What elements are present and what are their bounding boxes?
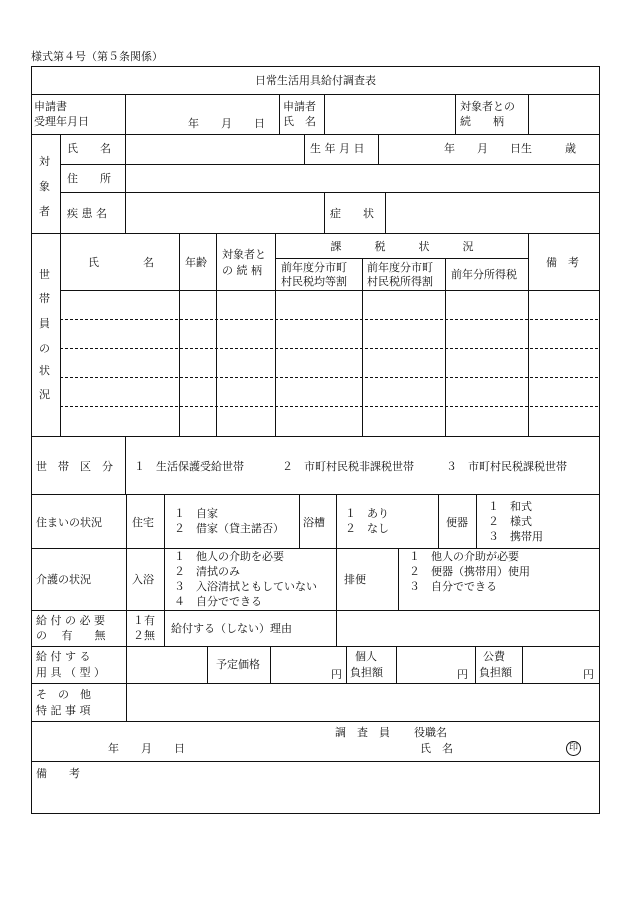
personal-share-yen: 円 [457, 668, 468, 681]
housing-label: 住まいの状況 [36, 516, 102, 529]
remarks-label: 備 考 [36, 767, 80, 780]
receipt-label-1: 申請書 [34, 100, 67, 113]
bathing-option-3[interactable]: ３ 入浴清拭ともしていない [174, 580, 317, 593]
toilet-option-2[interactable]: ２ 様式 [488, 515, 532, 528]
excretion-option-2[interactable]: ２ 便器（携帯用）使用 [409, 565, 530, 578]
care-label: 介護の状況 [36, 573, 91, 586]
equipment-label-2: 用 具 （ 型 ） [36, 666, 105, 679]
birth-date-label: 生 年 月 日 [310, 142, 365, 155]
bathing-option-1[interactable]: １ 他人の介助を必要 [174, 550, 284, 563]
bathing-option-4[interactable]: ４ 自分でできる [174, 595, 262, 608]
personal-share-label-1: 個人 [355, 650, 377, 663]
toilet-option-1[interactable]: １ 和式 [488, 500, 532, 513]
household-col-tax-2b: 村民税所得割 [367, 275, 433, 288]
household-col-remarks: 備 考 [546, 256, 579, 269]
household-col-relation-2: の 続 柄 [222, 264, 262, 277]
bathing-option-2[interactable]: ２ 清拭のみ [174, 565, 240, 578]
household-section-label-3: 員 [39, 317, 50, 330]
personal-share-label-2: 負担額 [350, 666, 383, 679]
household-section-label-1: 世 [39, 268, 50, 281]
bath-option-2[interactable]: ２ なし [345, 522, 389, 535]
other-label-2: 特 記 事 項 [36, 704, 91, 717]
household-section-label-2: 帯 [39, 292, 50, 305]
necessity-reason-label: 給付する（しない）理由 [171, 622, 292, 635]
address-label: 住 所 [67, 172, 111, 185]
house-label: 住宅 [132, 516, 154, 529]
subject-section-label-1: 対 [39, 155, 50, 168]
page-title: 日常生活用具給付調査表 [255, 74, 376, 87]
investigator-name-label: 氏 名 [420, 742, 453, 755]
household-col-tax-2a: 前年度分市町 [367, 261, 433, 274]
excretion-label: 排便 [344, 573, 366, 586]
toilet-option-3[interactable]: ３ 携帯用 [488, 530, 543, 543]
equipment-label-1: 給 付 す る [36, 650, 91, 663]
toilet-label: 便器 [446, 516, 468, 529]
household-class-label: 世 帯 区 分 [36, 460, 113, 473]
household-class-option-2[interactable]: ２ 市町村民税非課税世帯 [282, 460, 414, 473]
household-col-name: 氏 名 [88, 256, 154, 269]
public-share-label-2: 負担額 [479, 666, 512, 679]
household-section-label-6: 況 [39, 388, 50, 401]
applicant-label-1: 申請者 [283, 100, 316, 113]
household-class-option-3[interactable]: ３ 市町村民税課税世帯 [446, 460, 567, 473]
household-section-label-5: 状 [39, 364, 50, 377]
necessity-option-no[interactable]: ２無 [133, 629, 155, 642]
bath-label: 浴槽 [303, 516, 325, 529]
household-col-tax-3: 前年分所得税 [451, 268, 517, 281]
bath-option-1[interactable]: １ あり [345, 507, 389, 520]
necessity-label-2: の 有 無 [36, 629, 106, 642]
household-col-tax-status: 課 税 状 況 [330, 240, 474, 253]
position-label: 役職名 [414, 726, 447, 739]
public-share-label-1: 公費 [483, 650, 505, 663]
household-col-relation-1: 対象者と [222, 248, 266, 261]
relation-label-1: 対象者との [460, 100, 515, 113]
receipt-label-2: 受理年月日 [34, 115, 89, 128]
birth-date-field[interactable]: 年 月 日生 歳 [444, 142, 576, 155]
excretion-option-3[interactable]: ３ 自分でできる [409, 580, 497, 593]
seal-icon: 印 [566, 741, 581, 756]
subject-name-label: 氏 名 [67, 142, 111, 155]
investigation-date-field[interactable]: 年 月 日 [108, 742, 185, 755]
subject-section-label-2: 象 [39, 180, 50, 193]
bathing-label: 入浴 [132, 573, 154, 586]
public-share-yen: 円 [583, 668, 594, 681]
household-class-option-1[interactable]: １ 生活保護受給世帯 [134, 460, 244, 473]
investigator-label: 調 査 員 [335, 726, 390, 739]
excretion-option-1[interactable]: １ 他人の介助が必要 [409, 550, 519, 563]
household-col-tax-1a: 前年度分市町 [281, 261, 347, 274]
planned-price-label: 予定価格 [216, 658, 260, 671]
household-section-label-4: の [39, 342, 50, 355]
illness-label: 疾 患 名 [67, 207, 107, 220]
receipt-date-field[interactable]: 年 月 日 [188, 117, 265, 130]
symptom-label: 症 状 [330, 207, 374, 220]
form-number-label: 様式第４号（第５条関係） [31, 50, 163, 63]
applicant-label-2: 氏 名 [283, 115, 316, 128]
necessity-option-yes[interactable]: １有 [133, 614, 155, 627]
subject-section-label-3: 者 [39, 205, 50, 218]
relation-label-2: 続 柄 [460, 115, 504, 128]
planned-price-yen: 円 [331, 668, 342, 681]
household-col-tax-1b: 村民税均等割 [281, 275, 347, 288]
other-label-1: そ の 他 [36, 688, 91, 701]
house-option-2[interactable]: ２ 借家（貸主諾否） [174, 522, 284, 535]
house-option-1[interactable]: １ 自家 [174, 507, 218, 520]
household-col-age: 年齢 [185, 256, 207, 269]
necessity-label-1: 給 付 の 必 要 [36, 614, 105, 627]
